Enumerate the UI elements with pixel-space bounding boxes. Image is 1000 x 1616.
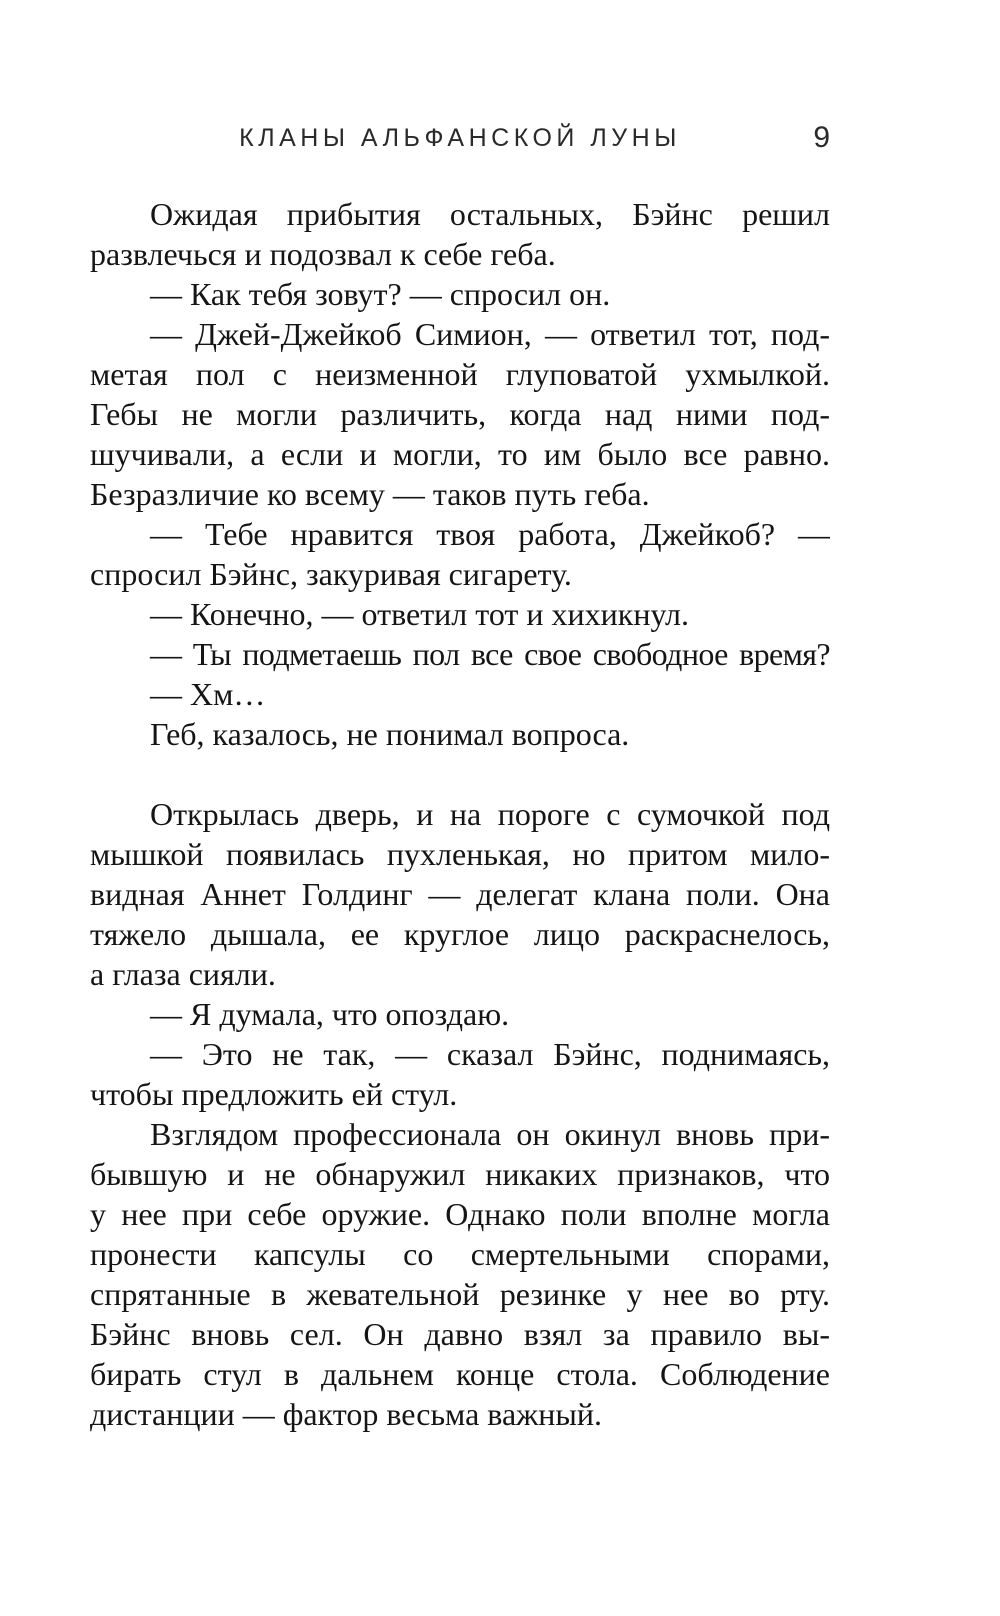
page-text bbox=[90, 194, 830, 1434]
text-line: — Тебе нравится твоя работа, Джейкоб? — bbox=[150, 516, 830, 552]
page-number: 9 bbox=[813, 121, 830, 154]
text-line: видная Аннет Голдинг — делегат клана поли. Она bbox=[90, 876, 830, 912]
text-line: мышкой появилась пухленькая, но притом мило- bbox=[90, 836, 830, 872]
text-line: спросил Бэйнс, закуривая сигарету. bbox=[90, 556, 572, 592]
text-line: — Хм… bbox=[150, 676, 266, 712]
text-line: — Я думала, что опоздаю. bbox=[150, 996, 510, 1032]
text-line: дистанции — фактор весьма важный. bbox=[90, 1396, 603, 1432]
running-title: КЛАНЫ АЛЬФАНСКОЙ ЛУНЫ bbox=[239, 124, 681, 152]
text-line: — Джей-Джейкоб Симион, — ответил тот, под- bbox=[150, 316, 830, 352]
text-line: тяжело дышала, ее круглое лицо раскраснелось, bbox=[90, 916, 830, 952]
running-header bbox=[90, 118, 830, 158]
text-line: — Ты подметаешь пол все свое свободное время? bbox=[150, 636, 830, 672]
text-line: Гебы не могли различить, когда над ними под- bbox=[90, 396, 830, 432]
text-line: — Это не так, — сказал Бэйнс, поднимаясь, bbox=[150, 1036, 830, 1072]
text-line: а глаза сияли. bbox=[90, 956, 276, 992]
text-line: метая пол с неизменной глуповатой ухмылкой. bbox=[90, 356, 830, 392]
text-line: бирать стул в дальнем конце стола. Соблюдение bbox=[90, 1356, 830, 1392]
text-line: Ожидая прибытия остальных, Бэйнс решил bbox=[150, 196, 830, 232]
text-line: Взглядом профессионала он окинул вновь при- bbox=[150, 1116, 830, 1152]
text-line: развлечься и подозвал к себе геба. bbox=[90, 236, 556, 272]
text-line: у нее при себе оружие. Однако поли вполне могла bbox=[90, 1196, 830, 1232]
text-line: пронести капсулы со смертельными спорами, bbox=[90, 1236, 830, 1272]
text-line: бывшую и не обнаружил никаких признаков, что bbox=[90, 1156, 830, 1192]
text-line: Открылась дверь, и на пороге с сумочкой под bbox=[150, 796, 830, 832]
text-line: Бэйнс вновь сел. Он давно взял за правило вы- bbox=[90, 1316, 830, 1352]
text-line: Безразличие ко всему — таков путь геба. bbox=[90, 476, 650, 512]
text-line: чтобы предложить ей стул. bbox=[90, 1076, 458, 1112]
text-line: спрятанные в жевательной резинке у нее во рту. bbox=[90, 1276, 830, 1312]
text-line: шучивали, а если и могли, то им было все равно. bbox=[90, 436, 830, 472]
text-line: Геб, казалось, не понимал вопроса. bbox=[150, 716, 630, 752]
text-line: — Как тебя зовут? — спросил он. bbox=[150, 276, 611, 312]
text-line: — Конечно, — ответил тот и хихикнул. bbox=[150, 596, 689, 632]
